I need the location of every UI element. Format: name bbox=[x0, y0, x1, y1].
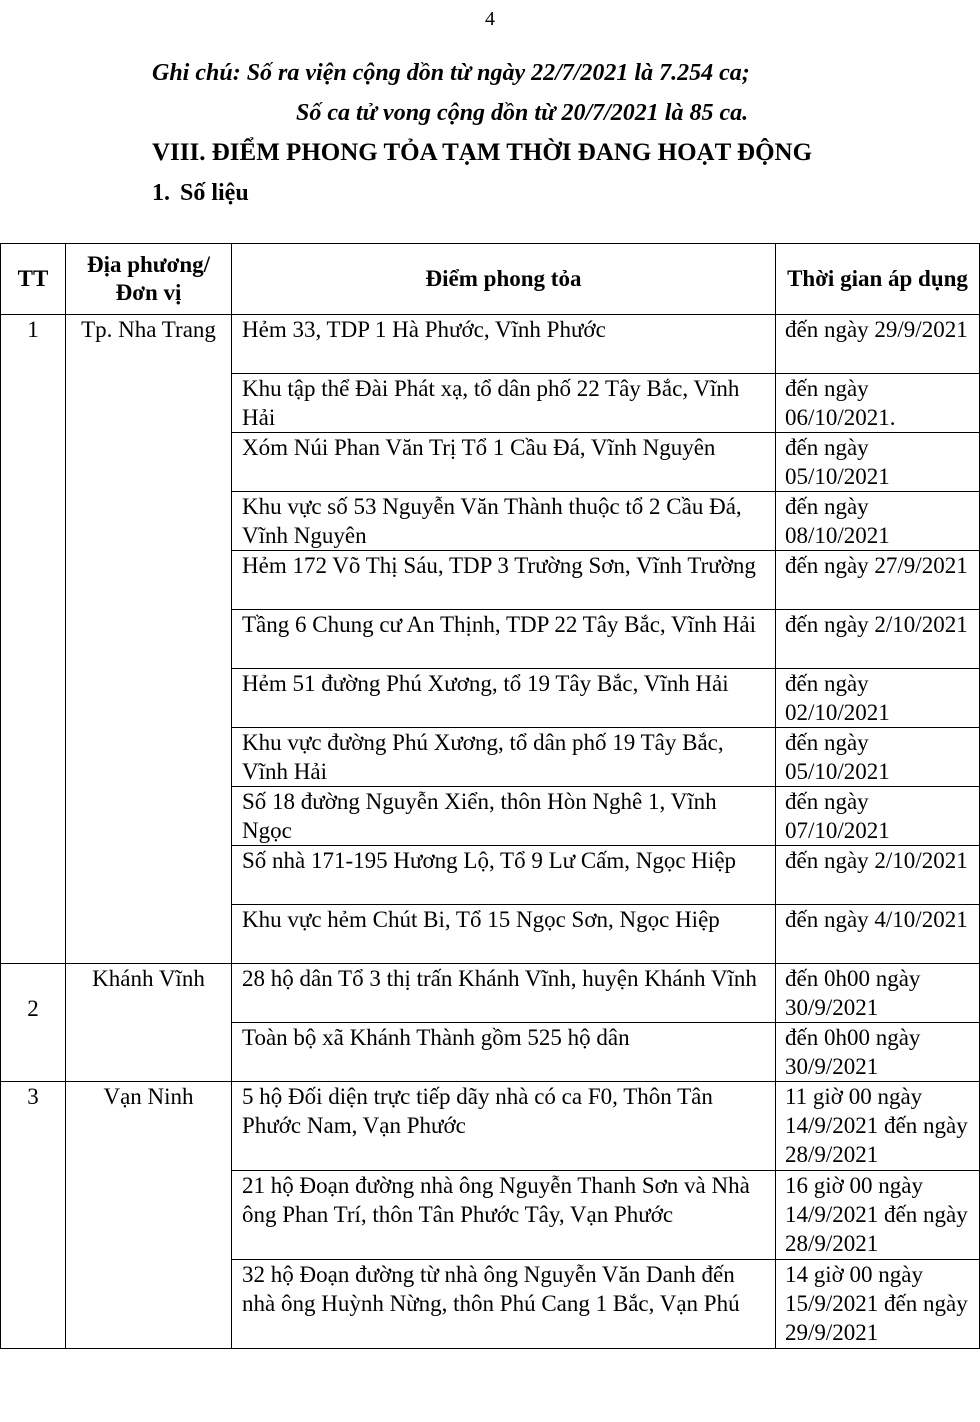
header-unit: Địa phương/ Đơn vị bbox=[66, 244, 232, 315]
lockdown-point: Tầng 6 Chung cư An Thịnh, TDP 22 Tây Bắc, Vĩnh Hải bbox=[232, 610, 776, 669]
note-discharged: Ghi chú: Số ra viện cộng dồn từ ngày 22/7/2021 là 7.254 ca; bbox=[152, 60, 750, 86]
apply-time: đến ngày 06/10/2021. bbox=[776, 374, 980, 433]
lockdown-point: Khu vực số 53 Nguyễn Văn Thành thuộc tổ 2 Cầu Đá, Vĩnh Nguyên bbox=[232, 492, 776, 551]
lockdown-point: Toàn bộ xã Khánh Thành gồm 525 hộ dân bbox=[232, 1023, 776, 1082]
table-header-row bbox=[1, 244, 980, 315]
lockdown-point: Hẻm 51 đường Phú Xương, tổ 19 Tây Bắc, Vĩnh Hải bbox=[232, 669, 776, 728]
group-tt: 2 bbox=[1, 964, 66, 1082]
header-point: Điểm phong tỏa bbox=[232, 244, 776, 315]
subsection-heading bbox=[152, 180, 249, 207]
group-unit: Tp. Nha Trang bbox=[66, 315, 232, 964]
lockdown-table bbox=[0, 243, 980, 1349]
apply-time: đến ngày 05/10/2021 bbox=[776, 728, 980, 787]
lockdown-point: Khu vực hẻm Chút Bi, Tổ 15 Ngọc Sơn, Ngọc Hiệp bbox=[232, 905, 776, 964]
lockdown-point: 28 hộ dân Tổ 3 thị trấn Khánh Vĩnh, huyện Khánh Vĩnh bbox=[232, 964, 776, 1023]
apply-time: đến ngày 27/9/2021 bbox=[776, 551, 980, 610]
apply-time: 14 giờ 00 ngày 15/9/2021 đến ngày 29/9/2021 bbox=[776, 1260, 980, 1349]
note-deaths: Số ca tử vong cộng dồn từ 20/7/2021 là 85 ca. bbox=[296, 100, 749, 126]
apply-time: đến ngày 05/10/2021 bbox=[776, 433, 980, 492]
page-number: 4 bbox=[485, 8, 495, 30]
header-tt: TT bbox=[1, 244, 66, 315]
apply-time: đến ngày 29/9/2021 bbox=[776, 315, 980, 374]
group-unit: Vạn Ninh bbox=[66, 1082, 232, 1349]
group-unit: Khánh Vĩnh bbox=[66, 964, 232, 1082]
lockdown-point: Hẻm 172 Võ Thị Sáu, TDP 3 Trường Sơn, Vĩnh Trường bbox=[232, 551, 776, 610]
apply-time: 11 giờ 00 ngày 14/9/2021 đến ngày 28/9/2021 bbox=[776, 1082, 980, 1171]
table-row bbox=[1, 315, 980, 374]
subsection-number: 1. bbox=[152, 180, 170, 206]
header-time: Thời gian áp dụng bbox=[776, 244, 980, 315]
lockdown-point: Khu tập thể Đài Phát xạ, tổ dân phố 22 Tây Bắc, Vĩnh Hải bbox=[232, 374, 776, 433]
lockdown-point: Xóm Núi Phan Văn Trị Tổ 1 Cầu Đá, Vĩnh Nguyên bbox=[232, 433, 776, 492]
apply-time: đến 0h00 ngày 30/9/2021 bbox=[776, 964, 980, 1023]
apply-time: đến ngày 07/10/2021 bbox=[776, 787, 980, 846]
apply-time: đến ngày 4/10/2021 bbox=[776, 905, 980, 964]
apply-time: đến 0h00 ngày 30/9/2021 bbox=[776, 1023, 980, 1082]
table-row bbox=[1, 1082, 980, 1171]
lockdown-point: 32 hộ Đoạn đường từ nhà ông Nguyễn Văn Danh đến nhà ông Huỳnh Nừng, thôn Phú Cang 1 Bắc, Vạn Phú bbox=[232, 1260, 776, 1349]
group-tt: 3 bbox=[1, 1082, 66, 1349]
apply-time: đến ngày 2/10/2021 bbox=[776, 846, 980, 905]
lockdown-point: 5 hộ Đối diện trực tiếp dãy nhà có ca F0, Thôn Tân Phước Nam, Vạn Phước bbox=[232, 1082, 776, 1171]
lockdown-point: 21 hộ Đoạn đường nhà ông Nguyễn Thanh Sơn và Nhà ông Phan Trí, thôn Tân Phước Tây, Vạn Phước bbox=[232, 1171, 776, 1260]
apply-time: đến ngày 02/10/2021 bbox=[776, 669, 980, 728]
group-tt: 1 bbox=[1, 315, 66, 964]
apply-time: đến ngày 08/10/2021 bbox=[776, 492, 980, 551]
apply-time: 16 giờ 00 ngày 14/9/2021 đến ngày 28/9/2021 bbox=[776, 1171, 980, 1260]
lockdown-point: Khu vực đường Phú Xương, tổ dân phố 19 Tây Bắc, Vĩnh Hải bbox=[232, 728, 776, 787]
subsection-title: Số liệu bbox=[180, 180, 249, 206]
table-row bbox=[1, 964, 980, 1023]
apply-time: đến ngày 2/10/2021 bbox=[776, 610, 980, 669]
lockdown-point: Số 18 đường Nguyễn Xiển, thôn Hòn Nghê 1, Vĩnh Ngọc bbox=[232, 787, 776, 846]
lockdown-point: Hẻm 33, TDP 1 Hà Phước, Vĩnh Phước bbox=[232, 315, 776, 374]
lockdown-point: Số nhà 171-195 Hương Lộ, Tổ 9 Lư Cấm, Ngọc Hiệp bbox=[232, 846, 776, 905]
section-title: VIII. ĐIỂM PHONG TỎA TẠM THỜI ĐANG HOẠT ĐỘNG bbox=[152, 139, 813, 166]
